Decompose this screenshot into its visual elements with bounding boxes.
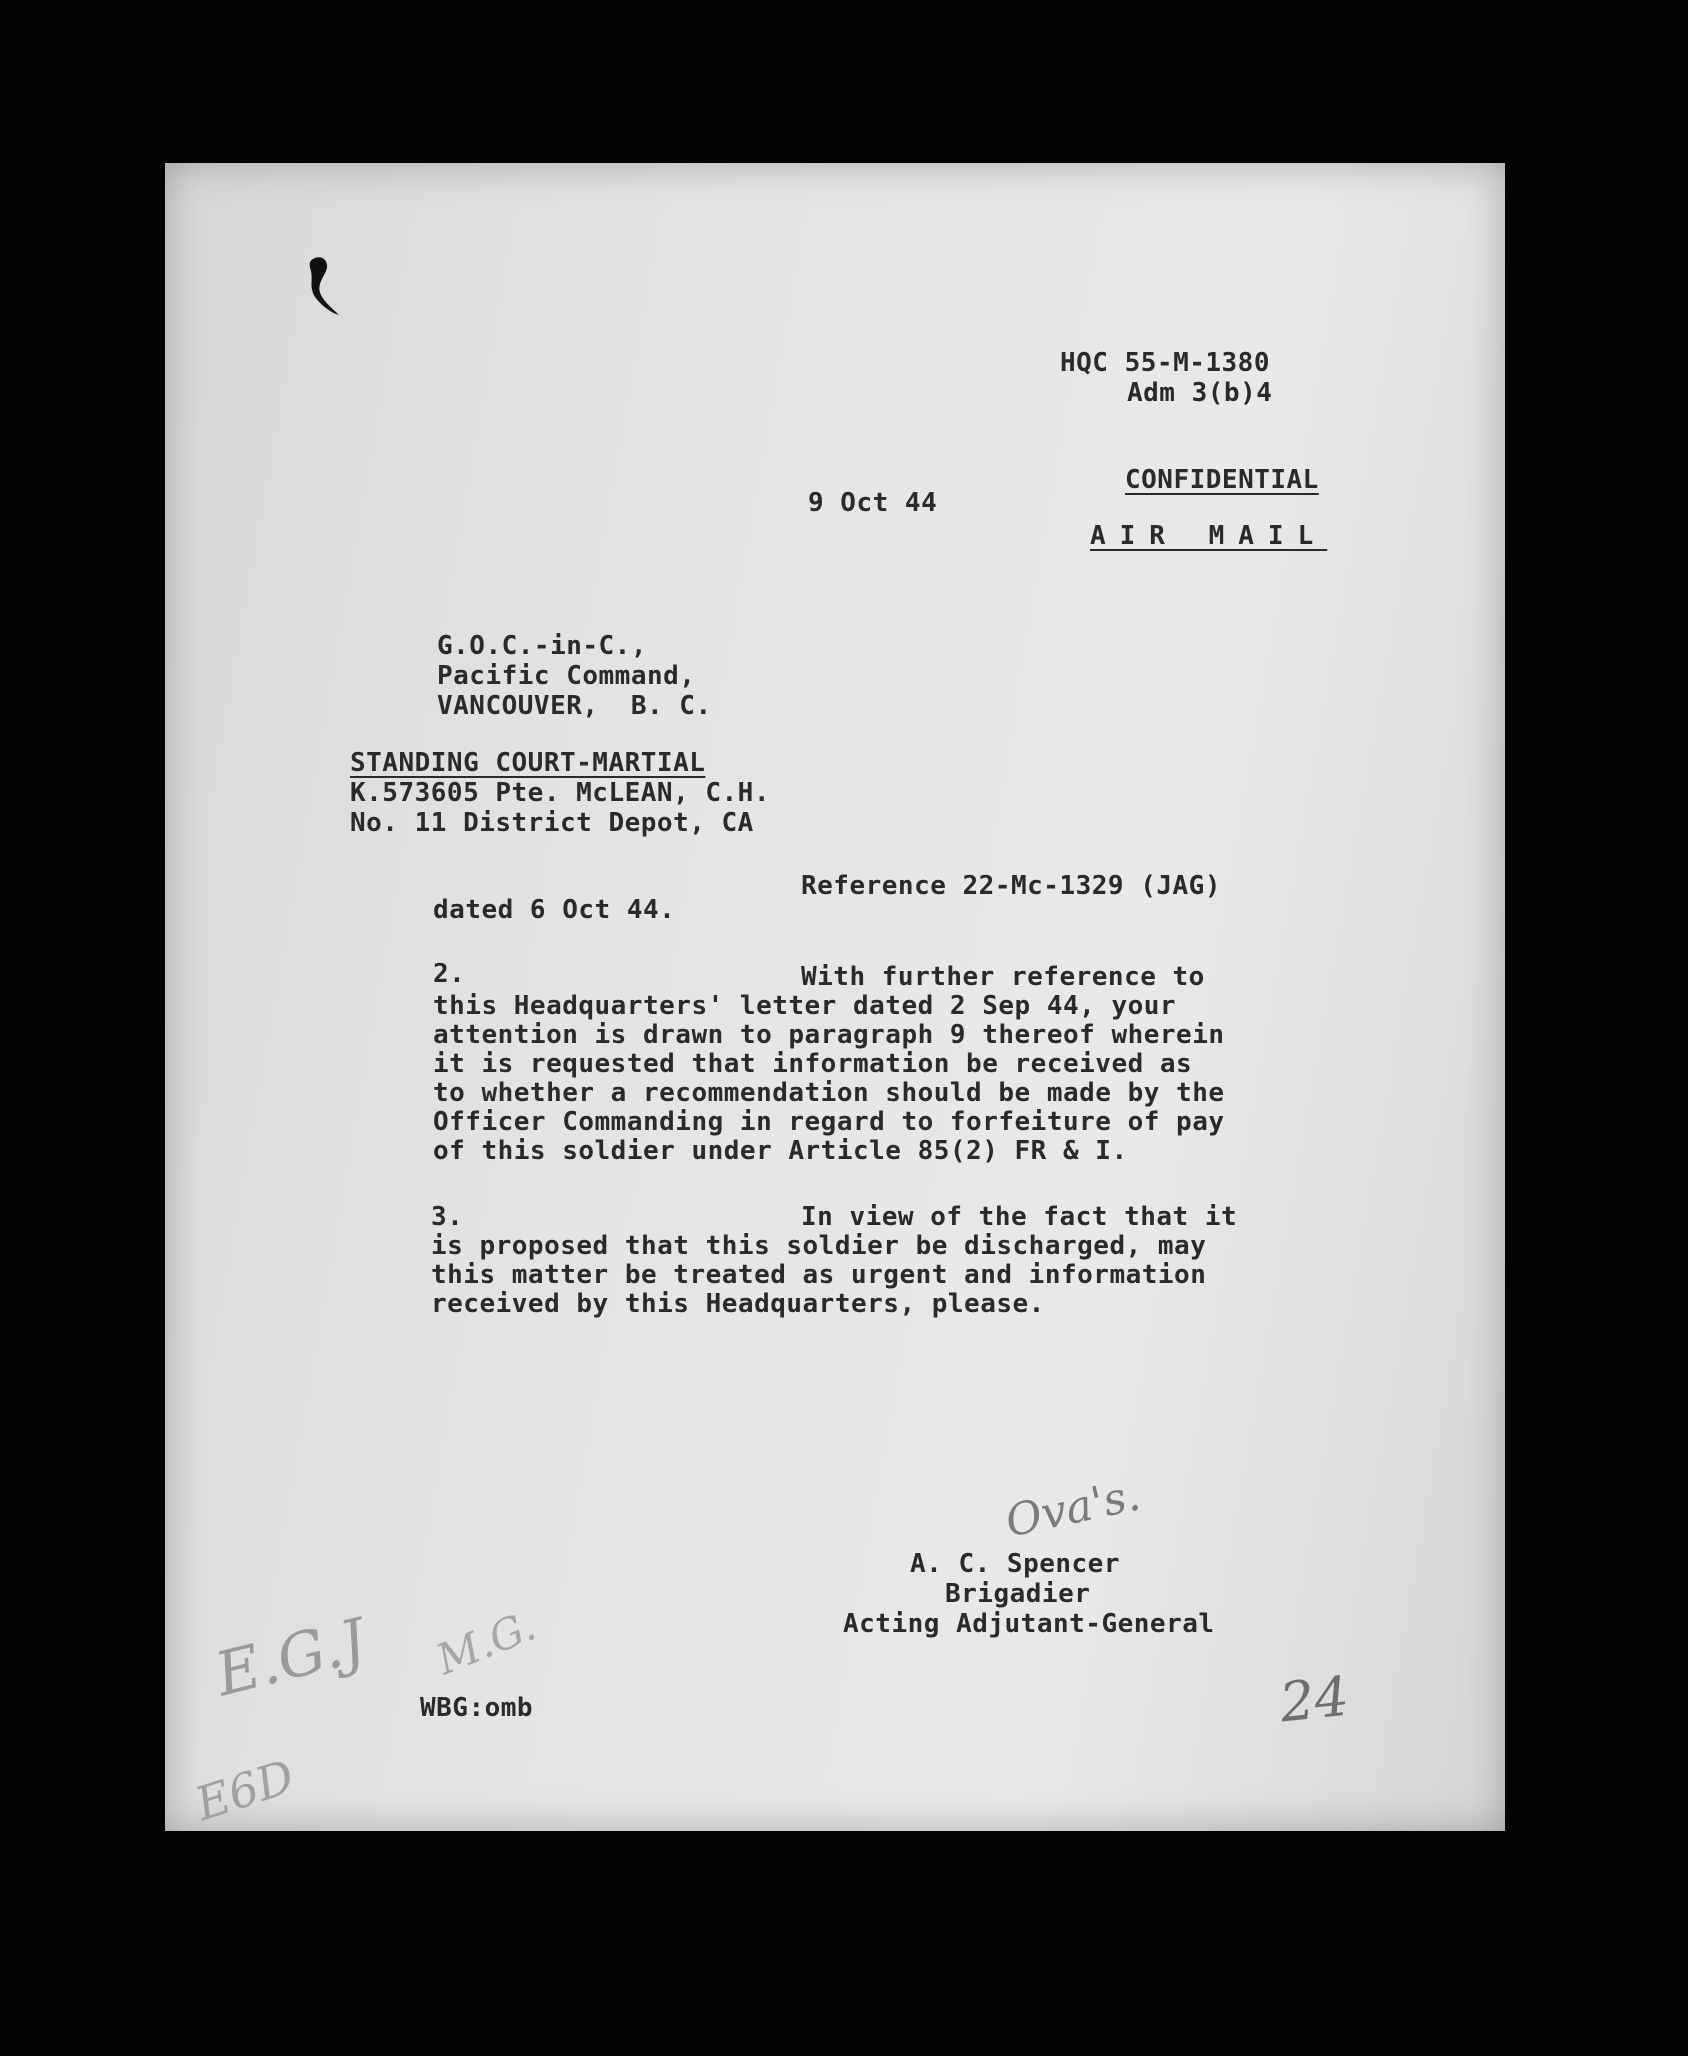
typist-reference: WBG:omb xyxy=(420,1693,534,1723)
para2-line: With further reference to xyxy=(801,962,1205,992)
para2-line: to whether a recommendation should be made by the xyxy=(433,1078,1225,1108)
signature-initials: Ova's. xyxy=(1001,1469,1145,1548)
handwritten-mark-2: E6D xyxy=(189,1748,301,1832)
reference-line2: dated 6 Oct 44. xyxy=(433,895,676,925)
para3-line: In view of the fact that it xyxy=(801,1202,1238,1232)
para2-number: 2. xyxy=(433,959,466,989)
addressee-line3: VANCOUVER, B. C. xyxy=(437,691,712,721)
ink-blot-mark xyxy=(305,251,345,321)
para2-line: this Headquarters' letter dated 2 Sep 44, your xyxy=(433,991,1177,1021)
subject-line2: K.573605 Pte. McLEAN, C.H. xyxy=(350,778,770,808)
para2-line: attention is drawn to paragraph 9 thereof wherein xyxy=(433,1020,1225,1050)
handwritten-mark-3: M.G. xyxy=(429,1600,543,1685)
addressee-line1: G.O.C.-in-C., xyxy=(437,631,647,661)
handwritten-mark-1: E.G.J xyxy=(208,1605,374,1711)
delivery-label: AIR MAIL xyxy=(1090,521,1328,551)
subject-line3: No. 11 District Depot, CA xyxy=(350,808,754,838)
letter-date: 9 Oct 44 xyxy=(808,488,938,518)
para3-number: 3. xyxy=(431,1202,464,1232)
reference-line1: Reference 22-Mc-1329 (JAG) xyxy=(801,871,1221,901)
signatory-rank: Brigadier xyxy=(945,1579,1091,1609)
file-reference-line2: Adm 3(b)4 xyxy=(1127,378,1273,408)
addressee-line2: Pacific Command, xyxy=(437,661,696,691)
classification-label: CONFIDENTIAL xyxy=(1125,465,1319,495)
signatory-title: Acting Adjutant-General xyxy=(843,1609,1215,1639)
subject-heading: STANDING COURT-MARTIAL xyxy=(350,748,706,778)
para2-line: Officer Commanding in regard to forfeiture of pay xyxy=(433,1107,1225,1137)
para2-line: of this soldier under Article 85(2) FR & I. xyxy=(433,1136,1128,1166)
file-reference-line1: HQC 55-M-1380 xyxy=(1060,348,1270,378)
signatory-name: A. C. Spencer xyxy=(910,1549,1120,1579)
page-number: 24 xyxy=(1276,1664,1352,1735)
document-page xyxy=(165,163,1505,1831)
para3-line: is proposed that this soldier be discharged, may xyxy=(431,1231,1207,1261)
para3-line: this matter be treated as urgent and information xyxy=(431,1260,1207,1290)
para2-line: it is requested that information be received as xyxy=(433,1049,1193,1079)
para3-line: received by this Headquarters, please. xyxy=(431,1289,1045,1319)
